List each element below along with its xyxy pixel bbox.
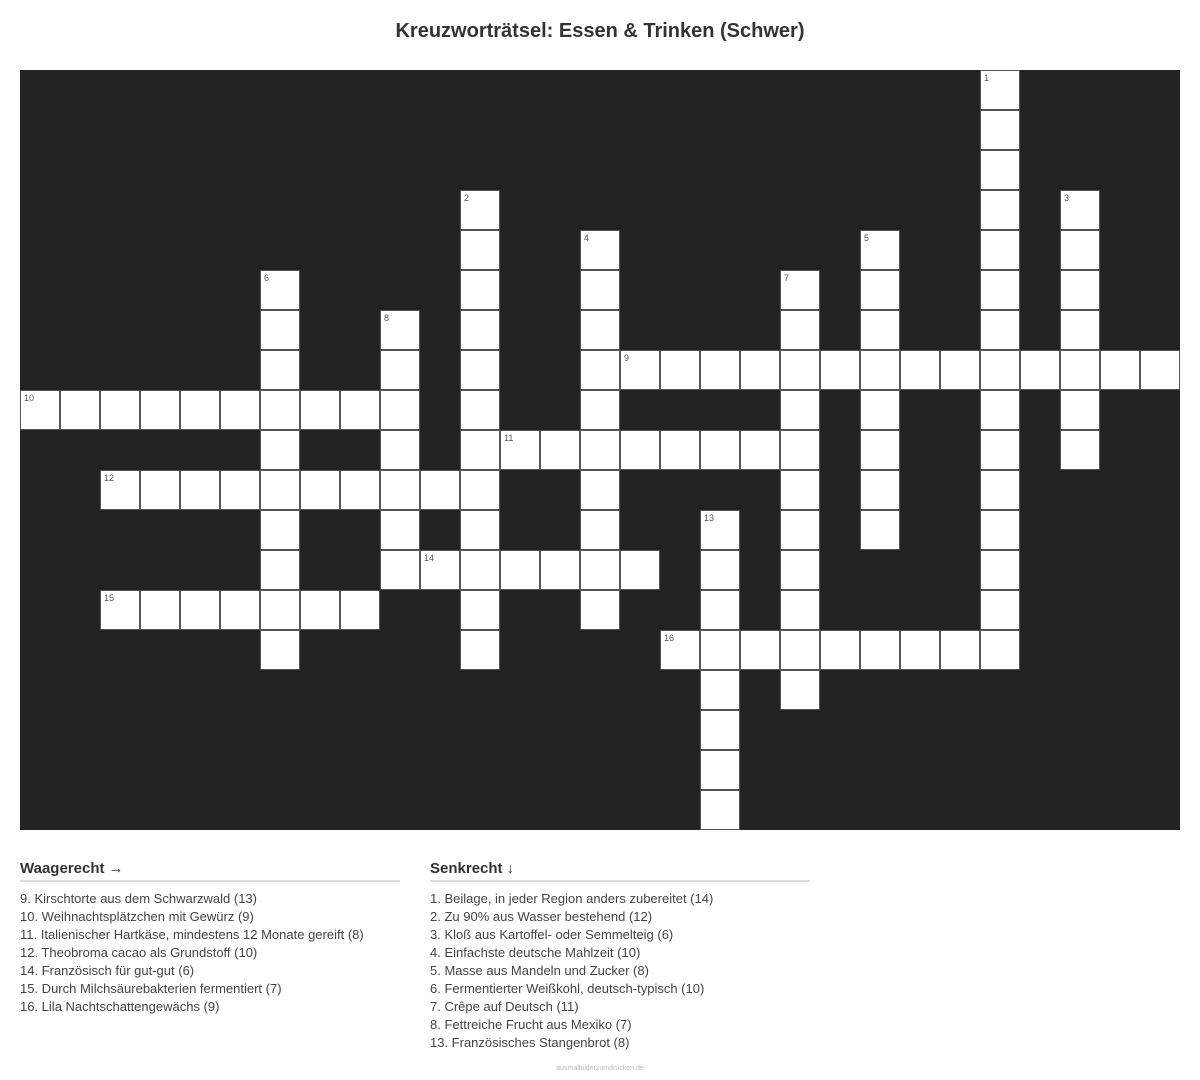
grid-cell[interactable]: [460, 590, 500, 630]
grid-cell[interactable]: [460, 470, 500, 510]
grid-cell[interactable]: [260, 470, 300, 510]
grid-cell[interactable]: [780, 270, 820, 310]
grid-cell[interactable]: [580, 510, 620, 550]
grid-cell[interactable]: [260, 510, 300, 550]
crossword-grid: [20, 70, 1180, 830]
grid-cell[interactable]: [420, 550, 460, 590]
grid-cell[interactable]: [500, 430, 540, 470]
grid-cell[interactable]: [620, 350, 660, 390]
down-clue: 3. Kloß aus Kartoffel- oder Semmelteig (6): [430, 927, 674, 942]
grid-cell[interactable]: [340, 390, 380, 430]
grid-cell[interactable]: [780, 510, 820, 550]
grid-cell[interactable]: [300, 470, 340, 510]
down-clues-section: [430, 860, 810, 1052]
grid-cell[interactable]: [740, 630, 780, 670]
grid-cell[interactable]: [980, 510, 1020, 550]
grid-cell[interactable]: [580, 550, 620, 590]
down-arrow-icon: ↓: [506, 860, 515, 877]
grid-cell[interactable]: [660, 430, 700, 470]
grid-cell[interactable]: [260, 390, 300, 430]
grid-cell[interactable]: [1060, 270, 1100, 310]
grid-cell[interactable]: [580, 230, 620, 270]
across-clue: 9. Kirschtorte aus dem Schwarzwald (13): [20, 891, 257, 906]
clue-number: 3: [1064, 193, 1070, 203]
grid-cell[interactable]: [100, 590, 140, 630]
grid-cell[interactable]: [460, 390, 500, 430]
grid-cell[interactable]: [700, 630, 740, 670]
grid-cell[interactable]: [580, 470, 620, 510]
grid-cell[interactable]: [700, 510, 740, 550]
grid-cell[interactable]: [1100, 350, 1140, 390]
down-heading: [430, 860, 810, 882]
grid-cell[interactable]: [780, 390, 820, 430]
down-clue-list: [430, 890, 810, 1052]
grid-cell[interactable]: [700, 350, 740, 390]
grid-cell[interactable]: [620, 430, 660, 470]
across-clue: 16. Lila Nachtschattengewächs (9): [20, 999, 220, 1014]
grid-cell[interactable]: [180, 590, 220, 630]
grid-cell[interactable]: [460, 270, 500, 310]
grid-cell[interactable]: [980, 390, 1020, 430]
grid-cell[interactable]: [980, 350, 1020, 390]
grid-cell[interactable]: [580, 430, 620, 470]
clue-number: 8: [384, 313, 390, 323]
grid-cell[interactable]: [460, 550, 500, 590]
grid-cell[interactable]: [100, 470, 140, 510]
grid-cell[interactable]: [700, 550, 740, 590]
grid-cell[interactable]: [700, 790, 740, 830]
grid-cell[interactable]: [380, 350, 420, 390]
footer-credit: ausmalbilderzumdrucken.de: [556, 1065, 644, 1072]
clue-number: 15: [104, 593, 115, 603]
grid-cell[interactable]: [860, 470, 900, 510]
grid-cell[interactable]: [860, 270, 900, 310]
grid-cell[interactable]: [60, 390, 100, 430]
across-heading-label: Waagerecht: [20, 860, 105, 877]
grid-cell[interactable]: [260, 550, 300, 590]
grid-cell[interactable]: [900, 630, 940, 670]
down-clue: 4. Einfachste deutsche Mahlzeit (10): [430, 945, 641, 960]
grid-cell[interactable]: [460, 230, 500, 270]
grid-cell[interactable]: [220, 470, 260, 510]
grid-cell[interactable]: [380, 550, 420, 590]
grid-cell[interactable]: [700, 590, 740, 630]
grid-cell[interactable]: [1060, 350, 1100, 390]
grid-cell[interactable]: [980, 190, 1020, 230]
grid-cell[interactable]: [140, 390, 180, 430]
grid-cell[interactable]: [780, 430, 820, 470]
down-heading-label: Senkrecht: [430, 860, 503, 877]
clue-number: 9: [624, 353, 630, 363]
grid-cell[interactable]: [580, 310, 620, 350]
grid-cell[interactable]: [980, 470, 1020, 510]
grid-cell[interactable]: [1060, 190, 1100, 230]
across-clue-list: [20, 890, 400, 1016]
grid-cell[interactable]: [1060, 390, 1100, 430]
across-clue: 11. Italienischer Hartkäse, mindestens 12 Monate gereift (8): [20, 927, 364, 942]
grid-cell[interactable]: [780, 470, 820, 510]
grid-cell[interactable]: [540, 550, 580, 590]
right-arrow-icon: →: [108, 860, 124, 877]
grid-cell[interactable]: [860, 230, 900, 270]
grid-cell[interactable]: [980, 270, 1020, 310]
down-clue: 6. Fermentierter Weißkohl, deutsch-typisch (10): [430, 981, 705, 996]
grid-cell[interactable]: [900, 350, 940, 390]
grid-cell[interactable]: [780, 590, 820, 630]
grid-cell[interactable]: [580, 390, 620, 430]
grid-cell[interactable]: [100, 390, 140, 430]
down-clue: 1. Beilage, in jeder Region anders zubereitet (14): [430, 891, 714, 906]
grid-cell[interactable]: [780, 550, 820, 590]
grid-cell[interactable]: [980, 550, 1020, 590]
grid-cell[interactable]: [740, 350, 780, 390]
across-clue: 15. Durch Milchsäurebakterien fermentiert (7): [20, 981, 282, 996]
grid-cell[interactable]: [1140, 350, 1180, 390]
grid-cell[interactable]: [460, 190, 500, 230]
grid-cell[interactable]: [1060, 230, 1100, 270]
grid-cell[interactable]: [660, 350, 700, 390]
grid-cell[interactable]: [1020, 350, 1060, 390]
down-clue: 7. Crêpe auf Deutsch (11): [430, 999, 579, 1014]
grid-cell[interactable]: [380, 430, 420, 470]
clue-number: 16: [664, 633, 675, 643]
grid-cell[interactable]: [260, 590, 300, 630]
grid-cell[interactable]: [460, 510, 500, 550]
grid-cell[interactable]: [540, 430, 580, 470]
grid-cell[interactable]: [1060, 310, 1100, 350]
grid-cell[interactable]: [380, 470, 420, 510]
grid-cell[interactable]: [580, 350, 620, 390]
grid-cell[interactable]: [340, 470, 380, 510]
grid-cell[interactable]: [220, 590, 260, 630]
down-clue: 5. Masse aus Mandeln und Zucker (8): [430, 963, 649, 978]
across-heading: [20, 860, 400, 882]
down-clue: 2. Zu 90% aus Wasser bestehend (12): [430, 909, 653, 924]
grid-cell[interactable]: [260, 310, 300, 350]
grid-cell[interactable]: [460, 630, 500, 670]
down-clue: 8. Fettreiche Frucht aus Mexiko (7): [430, 1017, 632, 1032]
grid-cell[interactable]: [500, 550, 540, 590]
clue-number: 7: [784, 273, 790, 283]
grid-cell[interactable]: [780, 310, 820, 350]
grid-cell[interactable]: [460, 430, 500, 470]
clue-number: 5: [864, 233, 870, 243]
grid-cell[interactable]: [860, 430, 900, 470]
clue-number: 10: [24, 393, 35, 403]
grid-cell[interactable]: [580, 590, 620, 630]
grid-cell[interactable]: [420, 470, 460, 510]
grid-cell[interactable]: [700, 430, 740, 470]
across-clue: 10. Weihnachtsplätzchen mit Gewürz (9): [20, 909, 254, 924]
grid-cell[interactable]: [260, 350, 300, 390]
grid-cell[interactable]: [980, 310, 1020, 350]
grid-cell[interactable]: [980, 230, 1020, 270]
grid-cell[interactable]: [980, 150, 1020, 190]
down-clue: 13. Französisches Stangenbrot (8): [430, 1035, 630, 1050]
clue-number: 4: [584, 233, 590, 243]
grid-cell[interactable]: [860, 630, 900, 670]
grid-cell[interactable]: [180, 390, 220, 430]
grid-cell[interactable]: [380, 390, 420, 430]
clue-number: 6: [264, 273, 270, 283]
grid-cell[interactable]: [860, 510, 900, 550]
clue-number: 11: [504, 433, 514, 443]
grid-cell[interactable]: [980, 630, 1020, 670]
grid-cell[interactable]: [300, 590, 340, 630]
grid-cell[interactable]: [220, 390, 260, 430]
grid-cell[interactable]: [860, 350, 900, 390]
grid-cell[interactable]: [820, 350, 860, 390]
grid-cell[interactable]: [780, 350, 820, 390]
grid-cell[interactable]: [300, 390, 340, 430]
grid-cell[interactable]: [340, 590, 380, 630]
grid-cell[interactable]: [940, 630, 980, 670]
grid-cell[interactable]: [980, 110, 1020, 150]
clue-number: 14: [424, 553, 435, 563]
clue-number: 2: [464, 193, 470, 203]
grid-cell[interactable]: [860, 310, 900, 350]
grid-cell[interactable]: [460, 310, 500, 350]
grid-cell[interactable]: [980, 430, 1020, 470]
grid-cell[interactable]: [580, 270, 620, 310]
grid-cell[interactable]: [940, 350, 980, 390]
grid-cell[interactable]: [460, 350, 500, 390]
grid-cell[interactable]: [20, 390, 60, 430]
grid-cell[interactable]: [1060, 430, 1100, 470]
grid-cell[interactable]: [700, 670, 740, 710]
grid-cell[interactable]: [820, 630, 860, 670]
grid-cell[interactable]: [380, 310, 420, 350]
grid-cell[interactable]: [980, 590, 1020, 630]
grid-cell[interactable]: [620, 550, 660, 590]
across-clue: 12. Theobroma cacao als Grundstoff (10): [20, 945, 258, 960]
grid-cell[interactable]: [260, 630, 300, 670]
grid-cell[interactable]: [140, 470, 180, 510]
grid-cell[interactable]: [180, 470, 220, 510]
grid-cell[interactable]: [260, 430, 300, 470]
grid-cell[interactable]: [780, 670, 820, 710]
grid-cell[interactable]: [140, 590, 180, 630]
grid-cell[interactable]: [780, 630, 820, 670]
grid-cell[interactable]: [860, 390, 900, 430]
clue-number: 12: [104, 473, 115, 483]
clue-number: 1: [984, 73, 990, 83]
across-clues-section: [20, 860, 400, 1016]
grid-cell[interactable]: [700, 750, 740, 790]
grid-cell[interactable]: [380, 510, 420, 550]
clue-number: 13: [704, 513, 715, 523]
across-clue: 14. Französisch für gut-gut (6): [20, 963, 195, 978]
puzzle-title: Kreuzworträtsel: Essen & Trinken (Schwer): [395, 20, 805, 42]
grid-cell[interactable]: [260, 270, 300, 310]
grid-cell[interactable]: [700, 710, 740, 750]
grid-cell[interactable]: [980, 70, 1020, 110]
grid-cell[interactable]: [660, 630, 700, 670]
grid-cell[interactable]: [740, 430, 780, 470]
